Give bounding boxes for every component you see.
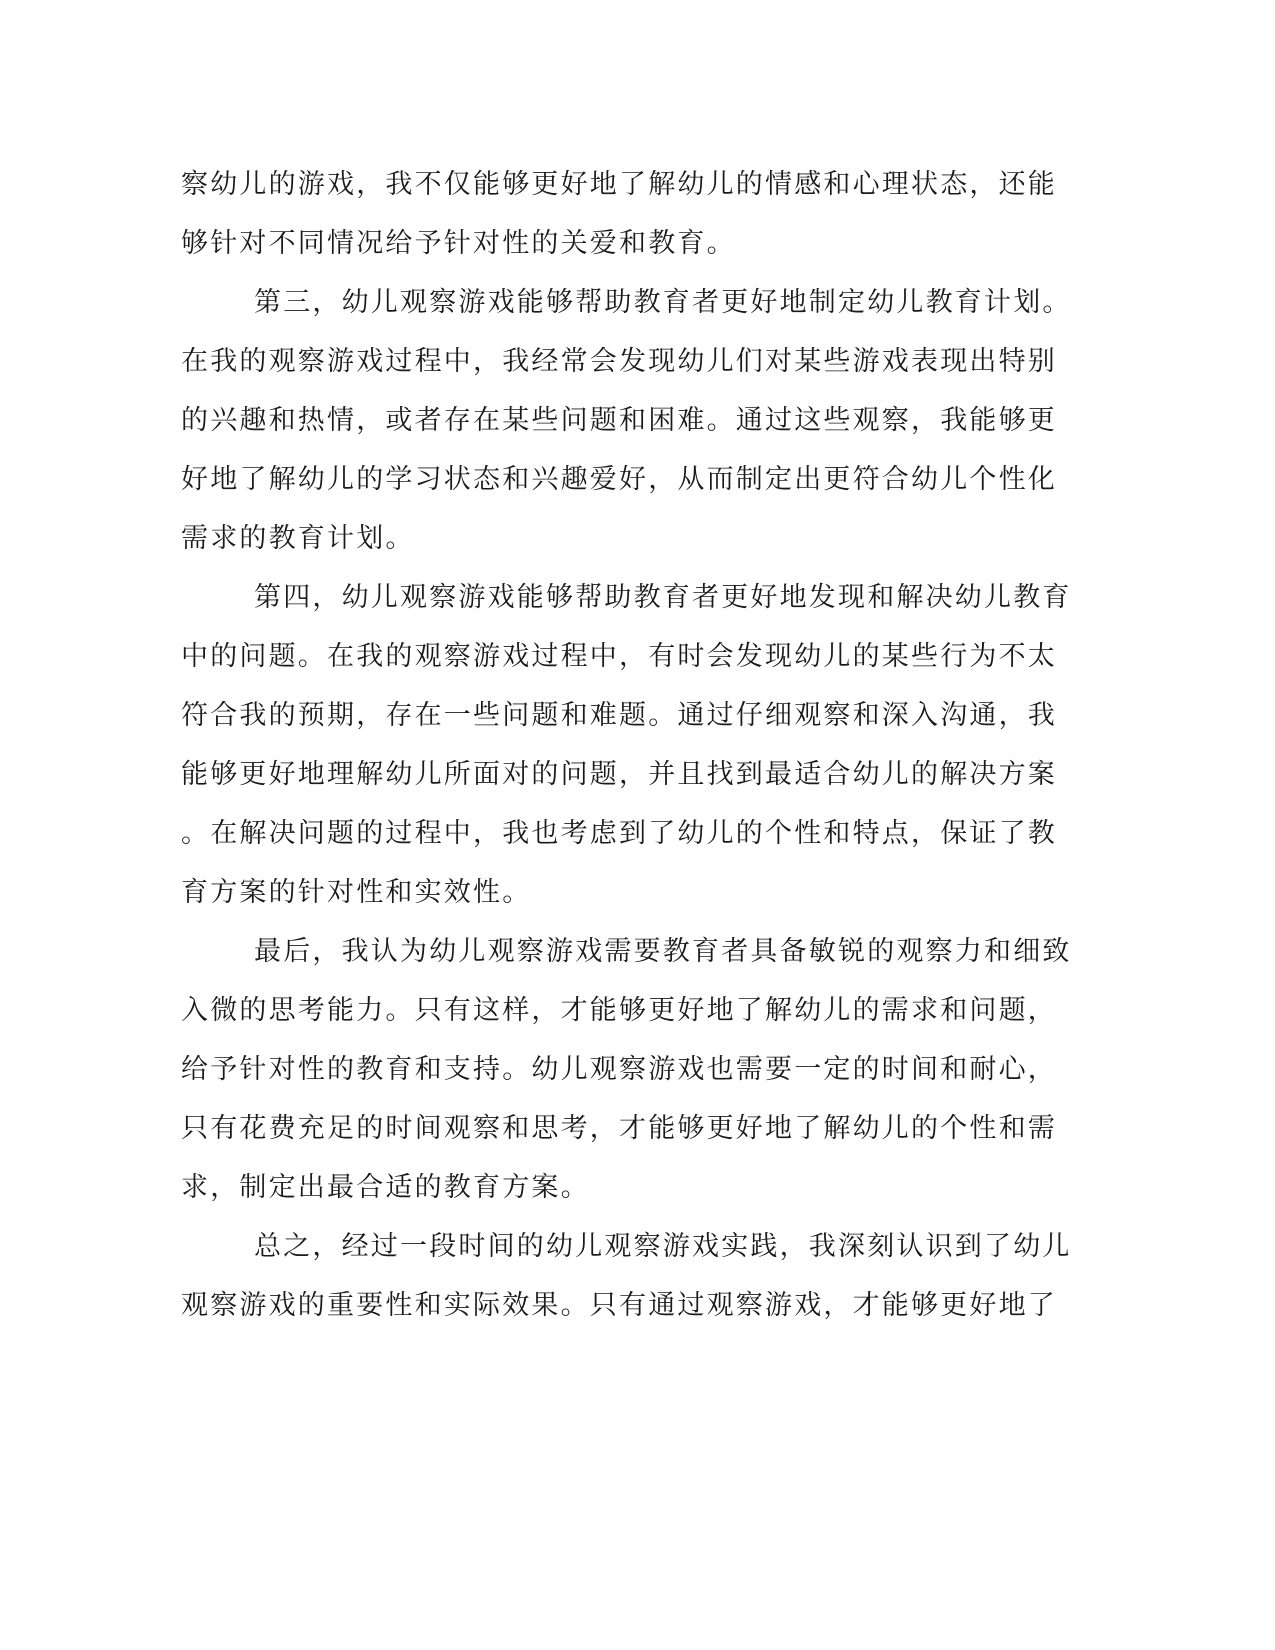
text-line-2: 够针对不同情况给予针对性的关爱和教育。 — [181, 228, 736, 259]
text-line-4: 在我的观察游戏过程中，我经常会发现幼儿们对某些游戏表现出特别 — [181, 346, 1057, 377]
text-line-6: 好地了解幼儿的学习状态和兴趣爱好，从而制定出更符合幼儿个性化 — [181, 464, 1057, 495]
text-line-16: 给予针对性的教育和支持。幼儿观察游戏也需要一定的时间和耐心， — [181, 1054, 1057, 1085]
text-line-8: 第四，幼儿观察游戏能够帮助教育者更好地发现和解决幼儿教育 — [254, 582, 1072, 613]
text-line-1: 察幼儿的游戏，我不仅能够更好地了解幼儿的情感和心理状态，还能 — [181, 169, 1057, 200]
text-line-13: 育方案的针对性和实效性。 — [181, 877, 532, 908]
text-line-3: 第三，幼儿观察游戏能够帮助教育者更好地制定幼儿教育计划。 — [254, 287, 1072, 318]
text-line-19: 总之，经过一段时间的幼儿观察游戏实践，我深刻认识到了幼儿 — [254, 1231, 1072, 1262]
text-line-7: 需求的教育计划。 — [181, 523, 415, 554]
text-line-17: 只有花费充足的时间观察和思考，才能够更好地了解幼儿的个性和需 — [181, 1113, 1057, 1144]
text-line-20: 观察游戏的重要性和实际效果。只有通过观察游戏，才能够更好地了 — [181, 1290, 1057, 1321]
text-line-11: 能够更好地理解幼儿所面对的问题，并且找到最适合幼儿的解决方案 — [181, 759, 1057, 790]
text-line-5: 的兴趣和热情，或者存在某些问题和困难。通过这些观察，我能够更 — [181, 405, 1057, 436]
text-line-12: 。在解决问题的过程中，我也考虑到了幼儿的个性和特点，保证了教 — [181, 818, 1057, 849]
text-line-14: 最后，我认为幼儿观察游戏需要教育者具备敏锐的观察力和细致 — [254, 936, 1072, 967]
text-line-9: 中的问题。在我的观察游戏过程中，有时会发现幼儿的某些行为不太 — [181, 641, 1057, 672]
text-line-10: 符合我的预期，存在一些问题和难题。通过仔细观察和深入沟通，我 — [181, 700, 1057, 731]
text-line-18: 求，制定出最合适的教育方案。 — [181, 1172, 590, 1203]
text-line-15: 入微的思考能力。只有这样，才能够更好地了解幼儿的需求和问题， — [181, 995, 1057, 1026]
document-body — [181, 155, 1072, 1335]
